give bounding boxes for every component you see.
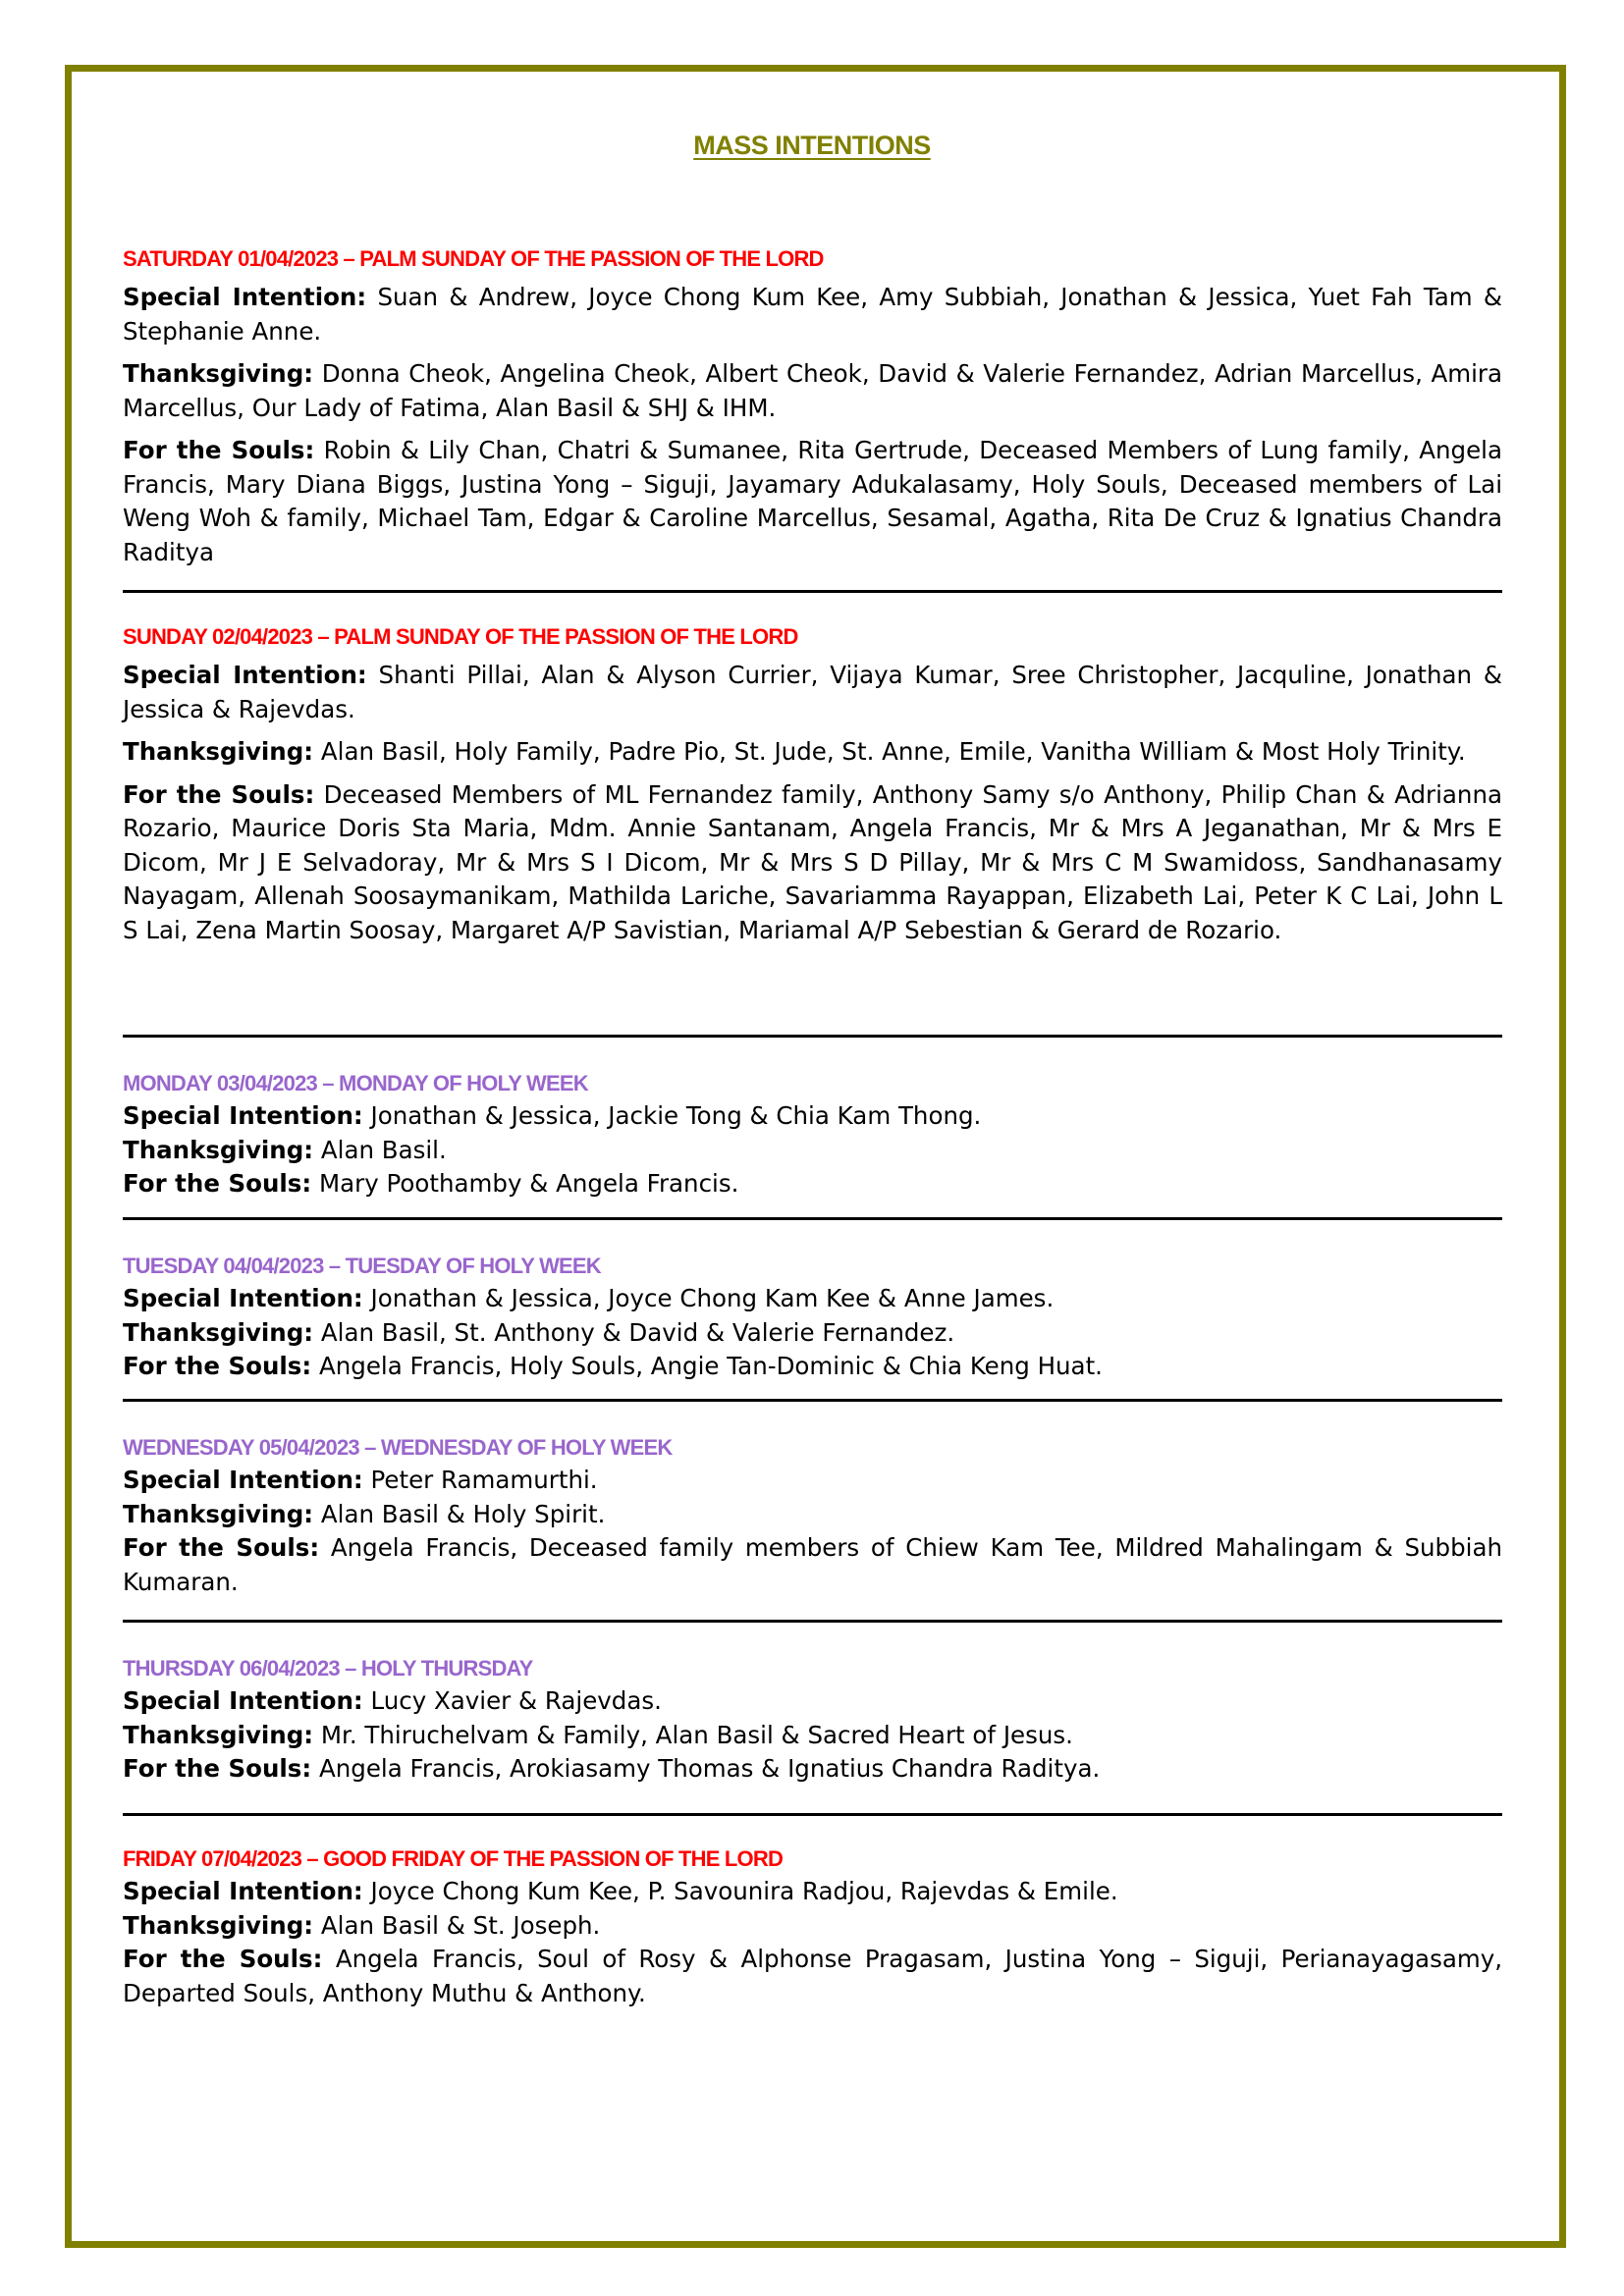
day-section-saturday (123, 245, 1502, 569)
special-intention-label: Special Intention: (123, 1466, 363, 1494)
thanksgiving-text: Alan Basil, St. Anthony & David & Valerie Fernandez. (320, 1317, 955, 1347)
thanksgiving-label: Thanksgiving: (123, 1499, 314, 1528)
thanksgiving (123, 1909, 1502, 1944)
special-intention-text: Lucy Xavier & Rajevdas. (370, 1686, 662, 1715)
page-title: MASS INTENTIONS (693, 131, 931, 160)
special-intention (123, 1099, 1502, 1134)
for-the-souls (123, 1350, 1502, 1384)
thanksgiving-text: Donna Cheok, Angelina Cheok, Albert Cheok, David & Valerie Fernandez, Adrian Marcellus, Amira Marcellus, Our Lady of Fatima, Alan Basil & SHJ & IHM. (123, 359, 1502, 422)
special-intention-label: Special Intention: (123, 1686, 363, 1715)
for-the-souls (123, 1752, 1502, 1787)
day-heading: FRIDAY 07/04/2023 – GOOD FRIDAY OF THE PASSION OF THE LORD (123, 1846, 784, 1871)
thanksgiving-label: Thanksgiving: (123, 1317, 314, 1347)
day-section-sunday (123, 623, 1502, 947)
special-intention-text: Peter Ramamurthi. (370, 1466, 598, 1494)
section-divider (123, 1217, 1502, 1220)
souls-label: For the Souls: (123, 1169, 312, 1198)
thanksgiving-text: Alan Basil & St. Joseph. (320, 1910, 601, 1940)
special-intention (123, 1875, 1502, 1909)
special-intention-text: Shanti Pillai, Alan & Alyson Currier, Vijaya Kumar, Sree Christopher, Jacquline, Jonathan & Jessica & Rajevdas. (123, 661, 1502, 723)
souls-text: Robin & Lily Chan, Chatri & Sumanee, Rita Gertrude, Deceased Members of Lung family, Angela Francis, Mary Diana Biggs, Justina Yong – Siguji, Jayamary Adukalasamy, Holy Souls, Deceased members of Lai Weng Woh & family, Michael Tam, Edgar & Caroline Marcellus, Sesamal, Agatha, Rita De Cruz & Ignatius Chandra Raditya (123, 436, 1503, 566)
thanksgiving (123, 735, 1502, 770)
souls-label: For the Souls: (123, 1945, 323, 1973)
thanksgiving-label: Thanksgiving: (123, 737, 314, 766)
souls-label: For the Souls: (123, 1754, 312, 1783)
souls-label: For the Souls: (123, 1533, 320, 1562)
souls-text: Angela Francis, Holy Souls, Angie Tan-Dominic & Chia Keng Huat. (318, 1352, 1103, 1380)
souls-text: Deceased Members of ML Fernandez family, Anthony Samy s/o Anthony, Philip Chan & Adrianna Rozario, Maurice Doris Sta Maria, Mdm. Annie Santanam, Angela Francis, Mr & Mrs A Jeganathan, Mr & Mrs E Dicom, Mr J E Selvadoray, Mr & Mrs S I Dicom, Mr & Mrs S D Pillay, Mr & Mrs C M Swamidoss, Sandhanasamy Nayagam, Allenah Soosaymanikam, Mathilda Lariche, Savariamma Rayappan, Elizabeth Lai, Peter K C Lai, John L S Lai, Zena Martin Soosay, Margaret A/P Savistian, Mariamal A/P Sebestian & Gerard de Rozario. (123, 779, 1502, 944)
day-section-wednesday (123, 1434, 1502, 1599)
thanksgiving-text: Alan Basil. (320, 1135, 447, 1164)
thanksgiving-label: Thanksgiving: (123, 1910, 314, 1940)
section-divider (123, 1620, 1502, 1623)
section-divider (123, 1399, 1502, 1402)
day-section-monday (123, 1070, 1502, 1201)
thanksgiving (123, 1498, 1502, 1532)
special-intention-text: Joyce Chong Kum Kee, P. Savounira Radjou, Rajevdas & Emile. (370, 1877, 1118, 1905)
special-intention (123, 1282, 1502, 1316)
for-the-souls (123, 434, 1502, 569)
day-section-tuesday (123, 1253, 1502, 1384)
special-intention-text: Suan & Andrew, Joyce Chong Kum Kee, Amy Subbiah, Jonathan & Jessica, Yuet Fah Tam & Stephanie Anne. (123, 283, 1502, 346)
day-heading: TUESDAY 04/04/2023 – TUESDAY OF HOLY WEEK (123, 1254, 601, 1278)
section-divider (123, 1035, 1502, 1038)
day-section-friday (123, 1845, 1502, 2010)
thanksgiving (123, 1719, 1502, 1753)
thanksgiving (123, 1316, 1502, 1351)
souls-text: Mary Poothamby & Angela Francis. (318, 1169, 739, 1198)
special-intention-label: Special Intention: (123, 661, 367, 689)
for-the-souls (123, 1943, 1502, 2010)
for-the-souls (123, 1531, 1502, 1599)
special-intention-label: Special Intention: (123, 1877, 363, 1905)
souls-label: For the Souls: (123, 436, 315, 464)
thanksgiving-text: Mr. Thiruchelvam & Family, Alan Basil & Sacred Heart of Jesus. (320, 1720, 1073, 1749)
special-intention (123, 281, 1502, 348)
thanksgiving-label: Thanksgiving: (123, 359, 314, 388)
day-heading: THURSDAY 06/04/2023 – HOLY THURSDAY (123, 1656, 533, 1681)
souls-text: Angela Francis, Arokiasamy Thomas & Ignatius Chandra Raditya. (318, 1754, 1101, 1783)
thanksgiving (123, 357, 1502, 425)
special-intention-label: Special Intention: (123, 283, 367, 311)
special-intention (123, 659, 1502, 726)
thanksgiving-text: Alan Basil, Holy Family, Padre Pio, St. Jude, St. Anne, Emile, Vanitha William & Most Holy Trinity. (320, 737, 1466, 766)
thanksgiving-label: Thanksgiving: (123, 1135, 314, 1164)
special-intention-text: Jonathan & Jessica, Jackie Tong & Chia Kam Thong. (370, 1101, 982, 1130)
souls-text: Angela Francis, Deceased family members of Chiew Kam Tee, Mildred Mahalingam & Subbiah Kumaran. (123, 1533, 1502, 1596)
special-intention-label: Special Intention: (123, 1284, 363, 1312)
for-the-souls (123, 1167, 1502, 1201)
souls-label: For the Souls: (123, 1352, 312, 1380)
thanksgiving-text: Alan Basil & Holy Spirit. (320, 1499, 606, 1528)
souls-label: For the Souls: (123, 779, 315, 809)
day-heading: WEDNESDAY 05/04/2023 – WEDNESDAY OF HOLY WEEK (123, 1435, 673, 1460)
thanksgiving (123, 1134, 1502, 1168)
special-intention-text: Jonathan & Jessica, Joyce Chong Kam Kee & Anne James. (370, 1284, 1055, 1312)
special-intention (123, 1684, 1502, 1719)
souls-text: Angela Francis, Soul of Rosy & Alphonse Pragasam, Justina Yong – Siguji, Perianayagasamy, Departed Souls, Anthony Muthu & Anthony. (123, 1945, 1502, 2007)
day-heading: SUNDAY 02/04/2023 – PALM SUNDAY OF THE PASSION OF THE LORD (123, 624, 798, 649)
section-divider (123, 590, 1502, 593)
special-intention (123, 1464, 1502, 1498)
for-the-souls (123, 778, 1502, 948)
day-section-thursday (123, 1655, 1502, 1787)
thanksgiving-label: Thanksgiving: (123, 1720, 314, 1749)
section-divider (123, 1813, 1502, 1816)
day-heading: MONDAY 03/04/2023 – MONDAY OF HOLY WEEK (123, 1071, 588, 1095)
day-heading: SATURDAY 01/04/2023 – PALM SUNDAY OF THE PASSION OF THE LORD (123, 246, 824, 271)
special-intention-label: Special Intention: (123, 1101, 363, 1130)
